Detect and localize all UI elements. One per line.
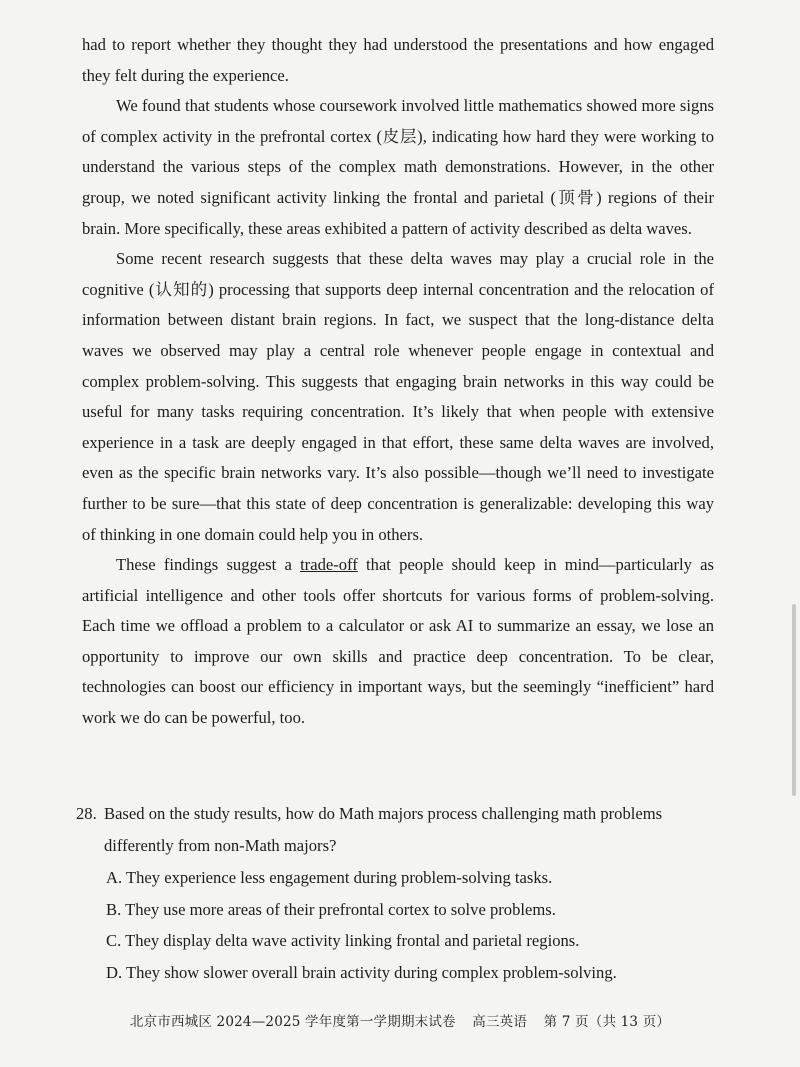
- reading-passage: [82, 30, 714, 734]
- passage-paragraph-1: had to report whether they thought they had understood the presentations and how engaged they felt during the experience.: [82, 35, 714, 85]
- question-stem: [76, 798, 726, 861]
- question-28: [76, 798, 726, 988]
- paragraph-4-rest: that people should keep in mind—particularly as artificial intelligence and other tools offer shortcuts for various forms of problem-solving. Each time we offload a problem to a calculator or ask AI to summarize an essay, we lose an opportunity to improve our own skills and practice deep concentration. To be clear, technologies can boost our efficiency in important ways, but the seemingly “inefficient” hard work we do can be powerful, too.: [82, 555, 714, 728]
- passage-paragraph-2: We found that students whose coursework involved little mathematics showed more signs of complex activity in the prefrontal cortex (皮层), indicating how hard they were working to understand the various steps of the complex math demonstrations. However, in the other group, we noted significant activity linking the frontal and parietal (顶骨) regions of their brain. More specifically, these areas exhibited a pattern of activity described as delta waves.: [82, 96, 714, 238]
- exam-title: 北京市西城区 2024—2025 学年度第一学期期末试卷: [129, 1014, 456, 1030]
- page-footer: [0, 1010, 800, 1030]
- question-text: Based on the study results, how do Math majors process challenging math problems differently from non-Math majors?: [104, 804, 663, 855]
- question-number: 28.: [76, 804, 97, 823]
- option-c: C. They display delta wave activity linking frontal and parietal regions.: [106, 931, 580, 950]
- page-number: 第 7 页（共 13 页）: [543, 1014, 671, 1030]
- answer-options: [76, 862, 726, 988]
- passage-paragraph-4: [82, 550, 714, 734]
- underlined-term: trade-off: [300, 555, 358, 575]
- option-a: A. They experience less engagement during problem-solving tasks.: [106, 868, 553, 887]
- option-b: B. They use more areas of their prefrontal cortex to solve problems.: [106, 899, 556, 919]
- paragraph-4-lead: These findings suggest a: [116, 555, 301, 575]
- passage-paragraph-3: Some recent research suggests that these delta waves may play a crucial role in the cognitive (认知的) processing that supports deep internal concentration and the relocation of information between distant brain regions. In fact, we suspect that the long-distance delta waves we observed may play a central role whenever people engage in contextual and complex problem-solving. This suggests that engaging brain networks in this way could be useful for many tasks requiring concentration. It’s likely that when people with extensive experience in a task are deeply engaged in that effort, these same delta waves are involved, even as the specific brain networks vary. It’s also possible—though we’ll need to investigate further to be sure—that this state of deep concentration is generalizable: developing this way of thinking in one domain could help you in others.: [82, 249, 714, 544]
- subject-label: 高三英语: [472, 1014, 528, 1030]
- option-d: D. They show slower overall brain activity during complex problem-solving.: [106, 962, 617, 982]
- scrollbar-thumb[interactable]: [792, 604, 796, 796]
